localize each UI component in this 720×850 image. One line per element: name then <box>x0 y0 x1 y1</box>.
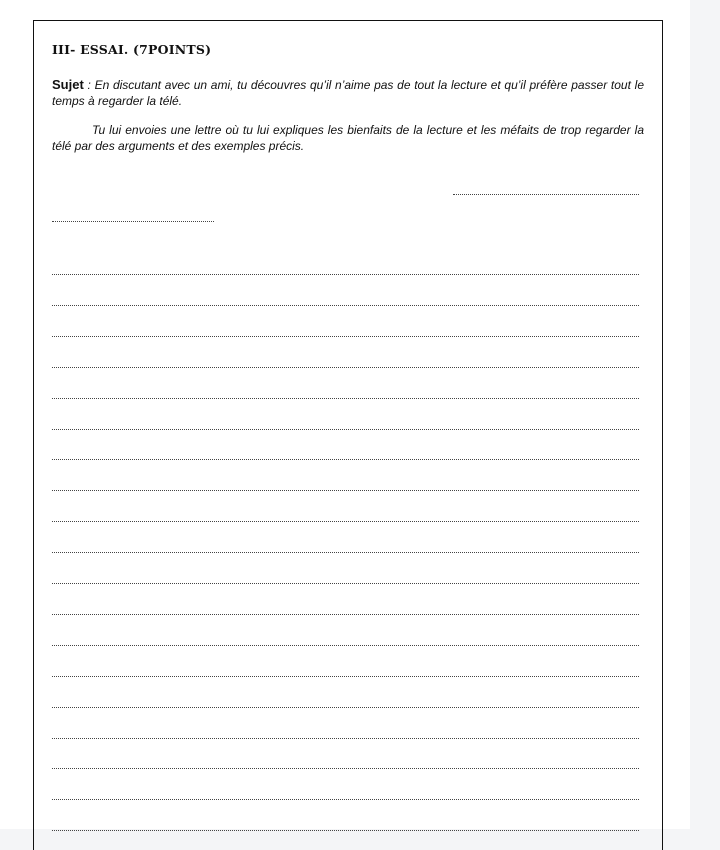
answer-line[interactable] <box>52 336 639 337</box>
answer-line[interactable] <box>52 459 639 460</box>
section-heading: III- ESSAI. (7POINTS) <box>52 42 212 57</box>
answer-line[interactable] <box>52 768 639 769</box>
answer-line[interactable] <box>52 676 639 677</box>
page-margin <box>690 0 720 829</box>
answer-line[interactable] <box>52 274 639 275</box>
answer-line[interactable] <box>52 490 639 491</box>
answer-line[interactable] <box>52 799 639 800</box>
answer-line[interactable] <box>52 521 639 522</box>
answer-line[interactable] <box>52 552 639 553</box>
answer-line[interactable] <box>52 367 639 368</box>
date-line[interactable] <box>453 194 639 195</box>
greeting-line[interactable] <box>52 221 214 222</box>
subject-text: En discutant avec un ami, tu découvres qu’il n’aime pas de tout la lecture et qu’il préfère passer tout le temps à regarder la télé. <box>52 78 644 108</box>
answer-line[interactable] <box>52 398 639 399</box>
answer-line[interactable] <box>52 305 639 306</box>
answer-line[interactable] <box>52 583 639 584</box>
answer-line[interactable] <box>52 707 639 708</box>
answer-line[interactable] <box>52 429 639 430</box>
subject-label: Sujet <box>52 77 84 92</box>
instruction-paragraph: Tu lui envoies une lettre où tu lui expliques les bienfaits de la lecture et les méfaits de trop regarder la télé par des arguments et des exemples précis. <box>52 123 644 153</box>
subject-paragraph <box>52 77 644 109</box>
answer-line[interactable] <box>52 830 639 831</box>
answer-line[interactable] <box>52 614 639 615</box>
subject-separator: : <box>83 78 95 92</box>
answer-line[interactable] <box>52 738 639 739</box>
answer-line[interactable] <box>52 645 639 646</box>
